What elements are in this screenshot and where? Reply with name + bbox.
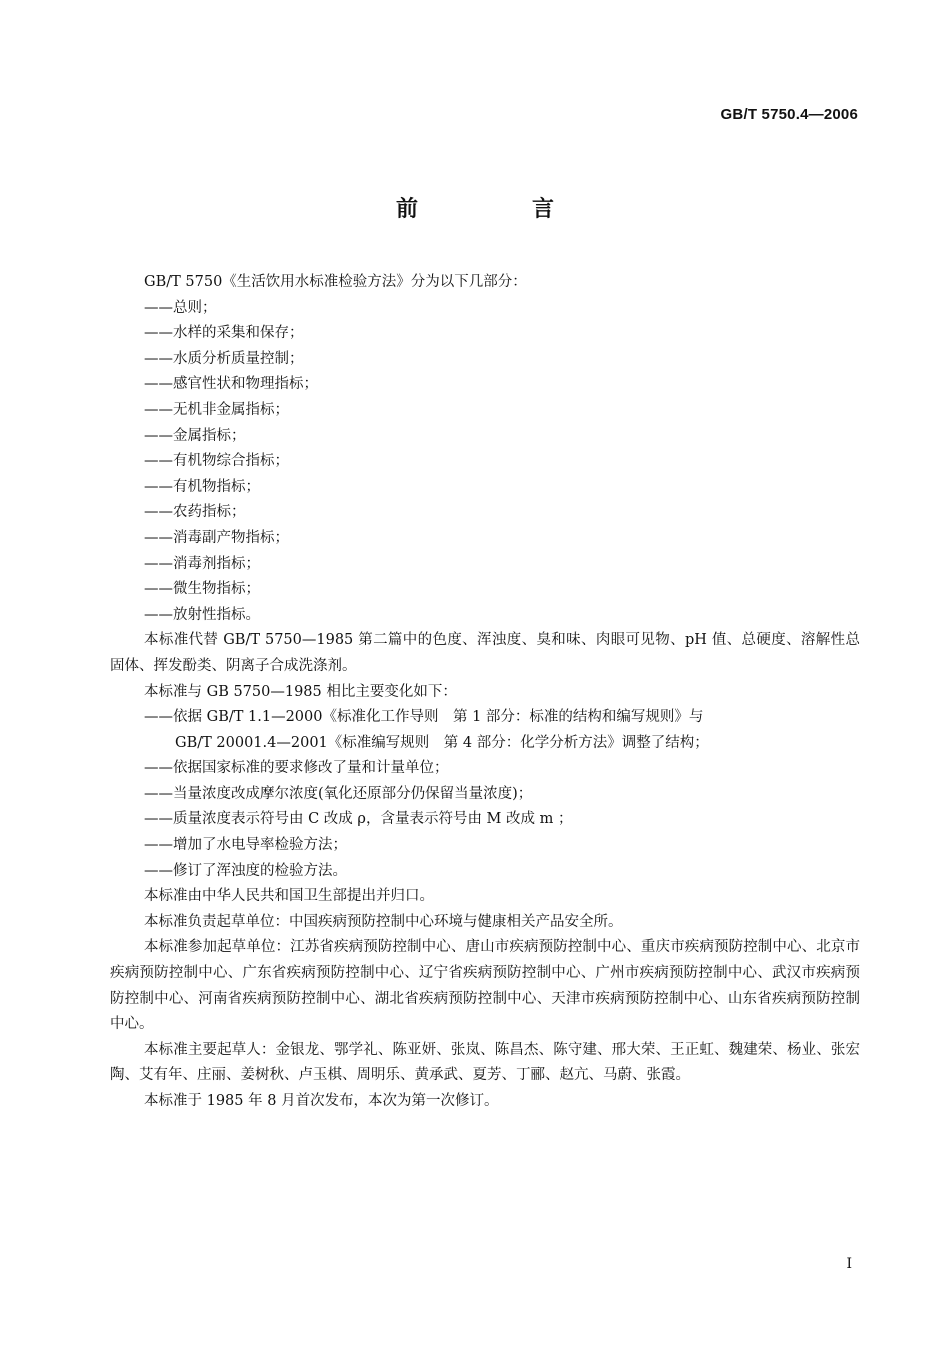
part-item: ——总则；	[144, 299, 217, 316]
change-item-continuation: GB/T 20001.4—2001《标准编写规则 第 4 部分：化学分析方法》调整了结构；	[175, 734, 709, 751]
responsible-unit: 本标准负责起草单位：中国疾病预防控制中心环境与健康相关产品安全所。	[144, 913, 623, 930]
part-item: ——水质分析质量控制；	[144, 350, 304, 367]
proposed-by: 本标准由中华人民共和国卫生部提出并归口。	[144, 888, 434, 905]
part-item: ——感官性状和物理指标；	[144, 376, 318, 393]
part-item: ——微生物指标；	[144, 581, 260, 598]
change-item: ——修订了浑浊度的检验方法。	[144, 862, 347, 879]
part-item: ——农药指标；	[144, 504, 246, 521]
part-item: ——消毒副产物指标；	[144, 529, 289, 546]
change-item: ——质量浓度表示符号由 C 改成 ρ，含量表示符号由 M 改成 m ；	[144, 811, 573, 828]
change-item: ——依据国家标准的要求修改了量和计量单位；	[144, 760, 449, 777]
part-item: ——消毒剂指标；	[144, 555, 260, 572]
change-item: ——依据 GB/T 1.1—2000《标准化工作导则 第 1 部分：标准的结构和编写规则》与	[144, 709, 704, 726]
participating-units: 本标准参加起草单位：江苏省疾病预防控制中心、唐山市疾病预防控制中心、重庆市疾病预防控制中心、北京市疾病预防控制中心、广东省疾病预防控制中心、辽宁省疾病预防控制中心、广州市疾病预防控制中心、武汉市疾病预防控制中心、河南省疾病预防控制中心、湖北省疾病预防控制中心、天津市疾病预防控制中心、山东省疾病预防控制中心。	[110, 939, 860, 1033]
changes-intro: 本标准与 GB 5750—1985 相比主要变化如下：	[144, 683, 457, 700]
standard-code: GB/T 5750.4—2006	[720, 106, 858, 123]
part-item: ——有机物综合指标；	[144, 453, 289, 470]
foreword-body	[110, 270, 860, 1115]
page-title: 前 言	[395, 197, 600, 222]
change-item: ——当量浓度改成摩尔浓度(氧化还原部分仍保留当量浓度)；	[144, 785, 533, 802]
change-item: ——增加了水电导率检验方法；	[144, 837, 347, 854]
publication-note: 本标准于 1985 年 8 月首次发布，本次为第一次修订。	[144, 1093, 499, 1109]
part-item: ——无机非金属指标；	[144, 401, 289, 418]
replace-paragraph: 本标准代替 GB/T 5750—1985 第二篇中的色度、浑浊度、臭和味、肉眼可见物、pH 值、总硬度、溶解性总固体、挥发酚类、阴离子合成洗涤剂。	[110, 632, 860, 674]
part-item: ——水样的采集和保存；	[144, 325, 304, 342]
part-item: ——金属指标；	[144, 427, 246, 444]
page-number: I	[846, 1256, 852, 1272]
intro-line: GB/T 5750《生活饮用水标准检验方法》分为以下几部分：	[144, 274, 527, 290]
main-drafters: 本标准主要起草人：金银龙、鄂学礼、陈亚妍、张岚、陈昌杰、陈守建、邢大荣、王正虹、魏建荣、杨业、张宏陶、艾有年、庄丽、姜树秋、卢玉棋、周明乐、黄承武、夏芳、丁郦、赵亢、马蔚、张霞。	[110, 1041, 860, 1084]
part-item: ——放射性指标。	[144, 606, 260, 623]
part-item: ——有机物指标；	[144, 478, 260, 495]
